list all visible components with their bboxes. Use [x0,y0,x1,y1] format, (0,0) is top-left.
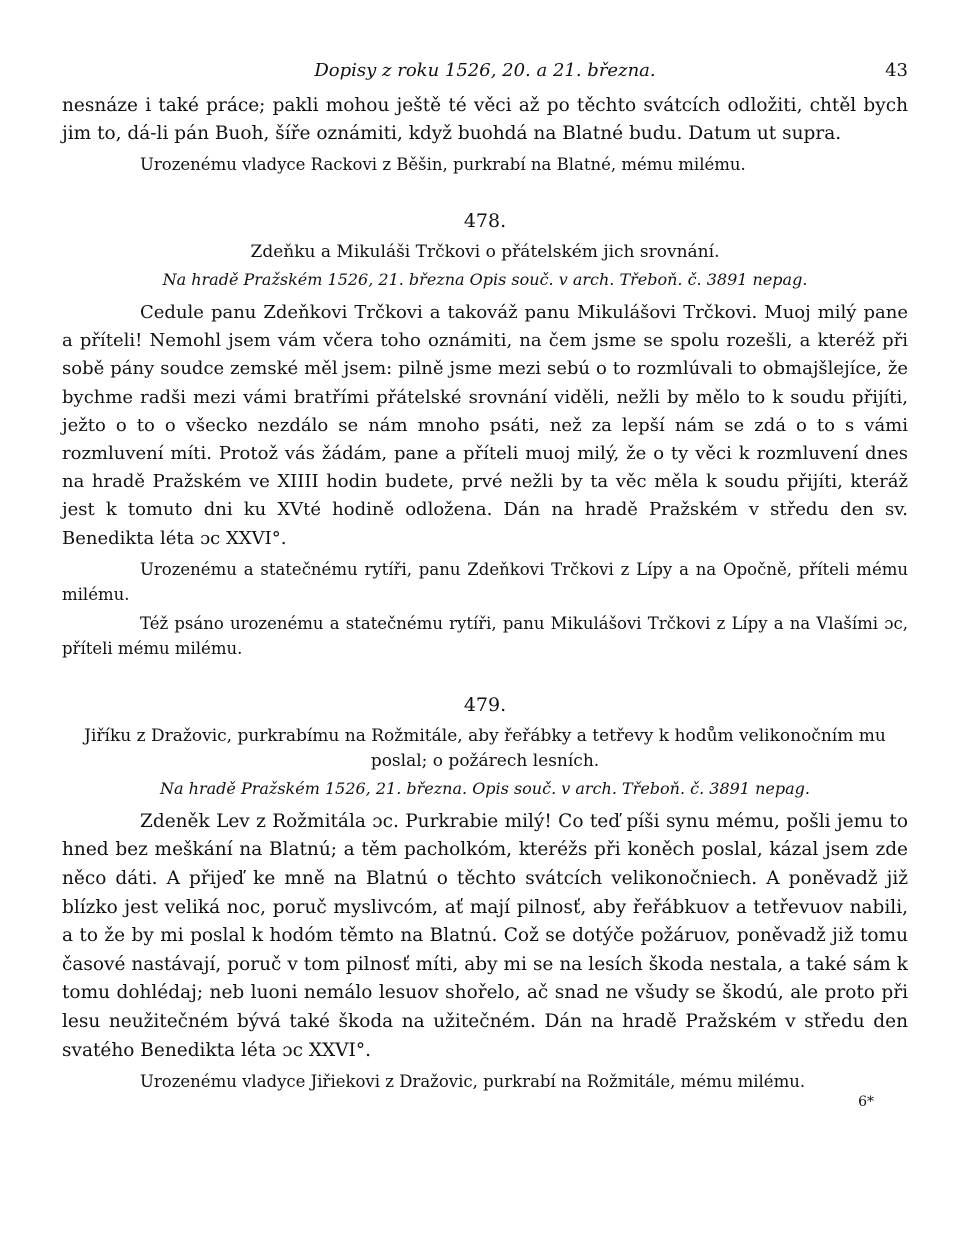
page-number: 43 [885,60,908,81]
continuation-text: nesnáze i také práce; pakli mohou ještě té věci až po těchto svátcích odložiti, chtěl bych jim to, dá-li pán Buoh, šíře oznámiti, když buohdá na Blatné budu. Datum ut supra. [62,95,908,144]
letter-body: Zdeněk Lev z Rožmitála ɔc. Purkrabie milý! Co teď píši synu mému, pošli jemu to hned bez meškání na Blatnú; a těm pacholkóm, kteréžs při koněch poslal, kázal jsem zde něco dáti. A přijeď ke mně na Blatnú o těchto svátcích velikonočniech. A poněvadž již blízko jest veliká noc, poruč myslivcóm, ať mají pilnosť, aby řeřábkuov a tetřevuov nabili, a to že by mi poslal k hodóm těmto na Blatnú. Což se dotýče požáruov, poněvadž již tomu časové nastávají, poruč v tom pilnosť míti, aby mi se na lesích škoda nestala, a také sám k tomu dohlédaj; neb luoni nemálo lesuov shořelo, ač snad ne všudy se škodú, ale proto při lesu neužitečném bývá také škoda na užitečném. Dán na hradě Pražském v středu den svatého Benedikta léta ɔc XXVI°. [62,810,908,1061]
letter-number: 479. [463,693,507,716]
letter-body: Cedule panu Zdeňkovi Trčkovi a takováž panu Mikulášovi Trčkovi. Muoj milý pane a příteli! Nemohl jsem vám včera toho oznámiti, na čem jsme se spolu rozešli, a kteréž při sobě pány soudce zemské měl jsem: pilně jsme mezi sebú o to rozmlúvali to obmajšlejíce, že bychme radši mezi vámi bratřími přátelské srovnání viděli, nežli by mělo to k soudu přijíti, ježto o to o všecko nezdálo se nám mnoho psáti, než za lepší nám se zdá o to s vámi rozmluvení míti. Protož vás žádám, pane a příteli muoj milý, že o ty věci k rozmluvení dnes na hradě Pražském ve XIIII hodin budete, prvé nežli by ta věc měla k soudu přijíti, kteráž jest k tomuto dni ku XVté hodině odložena. Dán na hradě Pražském v středu den sv. Benedikta léta ɔc XXVI°. [62,302,908,549]
running-header [62,52,908,86]
document-page [62,52,908,1110]
letter-address: Urozenému a statečnému rytíři, panu Zdeňkovi Trčkovi z Lípy a na Opočně, příteli mému milému. [62,559,908,604]
letter-source: Na hradě Pražském 1526, 21. března. Opis souč. v arch. Třeboň. č. 3891 nepag. [160,778,810,798]
running-title: Dopisy z roku 1526, 20. a 21. března. [314,60,656,81]
letter-address: Též psáno urozenému a statečnému rytíři, panu Mikulášovi Trčkovi z Lípy a na Vlašími ɔc, příteli mému milému. [62,613,908,658]
letter-summary: Zdeňku a Mikuláši Trčkovi o přátelském jich srovnání. [250,242,720,262]
letter-479 [62,691,908,1094]
letter-source: Na hradě Pražském 1526, 21. března Opis souč. v arch. Třeboň. č. 3891 nepag. [162,270,808,289]
printer-signature: 6* [858,1094,874,1111]
letter-number: 478. [463,210,507,232]
letter-address: Urozenému vladyce Jiřiekovi z Dražovic, purkrabí na Rožmitále, mému milému. [140,1072,806,1092]
letter-summary: Jiříku z Dražovic, purkrabímu na Rožmitále, aby řeřábky a tetřevy k hodům velikonočním mu poslal; o požárech lesních. [84,725,886,771]
continuation-address: Urozenému vladyce Rackovi z Běšin, purkrabí na Blatné, mému milému. [140,155,746,174]
letter-478 [62,207,908,661]
